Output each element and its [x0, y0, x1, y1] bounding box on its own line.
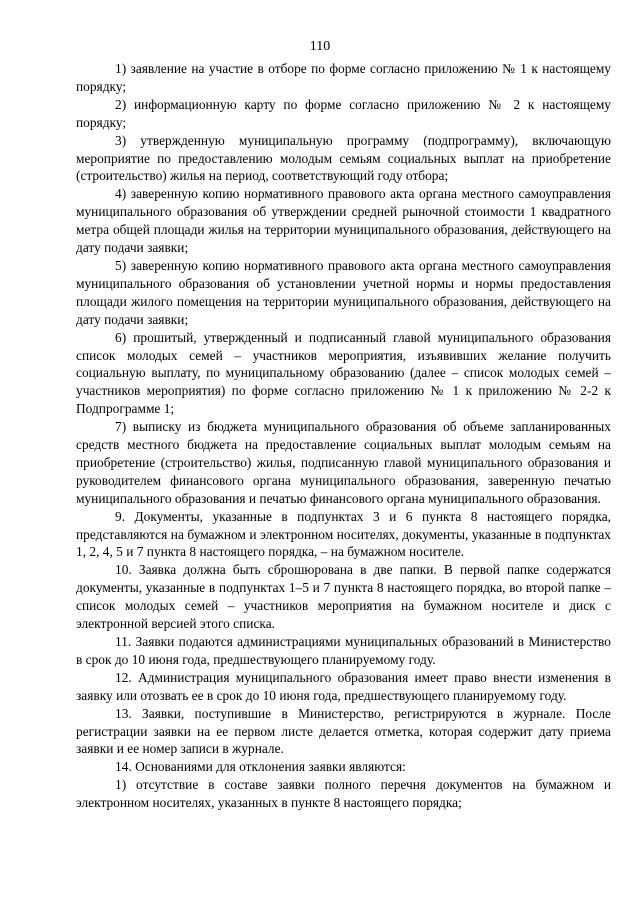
- paragraph: 14. Основаниями для отклонения заявки являются:: [115, 759, 406, 775]
- paragraph: 13. Заявки, поступившие в Министерство, регистрируются в журнале. После регистрации заявки на ее первом листе делается отметка, которая содержит дату приема заявки и ее номер записи в журнале.: [76, 705, 611, 757]
- paragraph: 1) заявление на участие в отборе по форме согласно приложению № 1 к настоящему порядку;: [76, 61, 611, 94]
- paragraph: 3) утвержденную муниципальную программу (подпрограмму), включающую мероприятие по предоставлению молодым семьям социальных выплат на приобретение (строительство) жилья на период, соответствующий году отбора;: [76, 132, 611, 184]
- paragraph: 6) прошитый, утвержденный и подписанный главой муниципального образования список молодых семей – участников мероприятия, изъявивших желание получить социальную выплату, по муниципальному образованию (далее – список молодых семей – участников мероприятия) по форме согласно приложению № 1 к приложению № 2-2 к Подпрограмме 1;: [76, 329, 611, 417]
- paragraph: 12. Администрация муниципального образования имеет право внести изменения в заявку или отозвать ее в срок до 10 июня года, предшествующего планируемому году.: [76, 669, 611, 703]
- page-number: 110: [309, 39, 331, 54]
- document-body: [76, 60, 611, 812]
- paragraph: 1) отсутствие в составе заявки полного перечня документов на бумажном и электронном носителях, указанных в пункте 8 настоящего порядка;: [76, 777, 611, 811]
- paragraph: 4) заверенную копию нормативного правового акта органа местного самоуправления муниципального образования об утверждении средней рыночной стоимости 1 квадратного метра общей площади жилья на территории муниципального образования, действующего на дату подачи заявки;: [76, 186, 611, 256]
- paragraph: 9. Документы, указанные в подпунктах 3 и 6 пункта 8 настоящего порядка, представляются на бумажном и электронном носителях, документы, указанные в подпунктах 1, 2, 4, 5 и 7 пункта 8 настоящего порядка, – на бумажном носителе.: [76, 508, 611, 560]
- paragraph: 11. Заявки подаются администрациями муниципальных образований в Министерство в срок до 10 июня года, предшествующего планируемому году.: [76, 634, 611, 667]
- paragraph: 2) информационную карту по форме согласно приложению № 2 к настоящему порядку;: [76, 96, 611, 130]
- paragraph: 10. Заявка должна быть сброшюрована в две папки. В первой папке содержатся документы, указанные в подпунктах 1–5 и 7 пункта 8 настоящего порядка, во второй папке – список молодых семей – участников мероприятия на бумажном носителе и диск с электронной версией этого списка.: [76, 562, 611, 632]
- paragraph: 7) выписку из бюджета муниципального образования об объеме запланированных средств местного бюджета на предоставление социальных выплат молодым семьям на приобретение (строительство) жилья, подписанную главой муниципального образования и руководителем финансового органа муниципального образования, заверенную печатью муниципального образования и печатью финансового органа муниципального образования.: [76, 419, 611, 506]
- paragraph: 5) заверенную копию нормативного правового акта органа местного самоуправления муниципального образования об установлении учетной нормы и нормы предоставления площади жилого помещения на территории муниципального образования, действующего на дату подачи заявки;: [76, 257, 611, 327]
